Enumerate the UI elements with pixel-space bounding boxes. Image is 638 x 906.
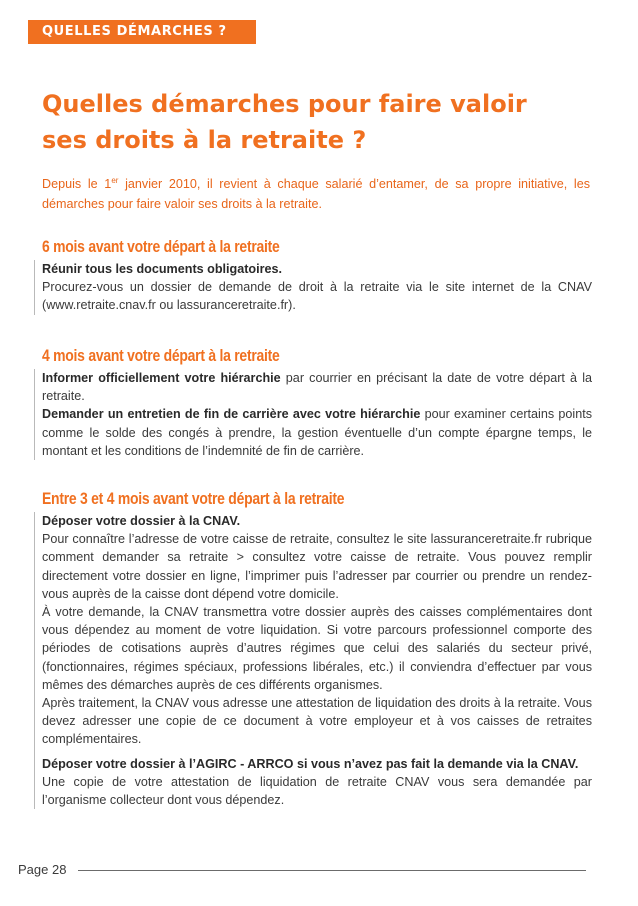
bold-heading: Demander un entretien de fin de carrière avec votre hiérarchie (42, 407, 421, 422)
intro-text-start: Depuis le 1 (42, 177, 112, 191)
section-6-months (34, 234, 592, 315)
section-title: Entre 3 et 4 mois avant votre départ à la retraite (42, 489, 345, 508)
page-number: Page 28 (18, 862, 67, 877)
paragraph-text: Pour connaître l’adresse de votre caisse de retraite, consultez le site lassuranceretraite.fr rubrique comment demander sa retraite > consultez votre caisse de retraite. Vous pouvez remplir directement votre dossier en ligne, l’imprimer puis l’adresser par courrier ou prendre un rendez-vous auprès de la caisse dont dépend votre domicile. (42, 532, 592, 601)
section-paragraph (42, 512, 592, 603)
section-tab: QUELLES DÉMARCHES ? (28, 20, 256, 44)
paragraph-text: par courrier en précisant la date de votre départ à la retraite. (42, 371, 592, 404)
intro-superscript: er (111, 175, 119, 185)
bold-heading: Informer officiellement votre hiérarchie (42, 371, 281, 385)
footer-rule (78, 870, 586, 871)
section-paragraph: Après traitement, la CNAV vous adresse une attestation de liquidation des droits à la retraite. Vous devez adresser une copie de ce document à votre employeur et à vos caisses de retraites complémentaires. (42, 696, 592, 747)
page-title: Quelles démarches pour faire valoir ses droits à la retraite ? (42, 90, 527, 154)
section-4-months (34, 343, 592, 460)
section-paragraph (42, 369, 592, 405)
paragraph-text: Procurez-vous un dossier de demande de droit à la retraite via le site internet de la CNAV (www.retraite.cnav.fr ou lassuranceretraite.fr). (42, 280, 592, 313)
section-paragraph (42, 260, 592, 315)
paragraph-text: pour examiner certains points comme le solde des congés à prendre, la gestion éventuelle d’un compte épargne temps, le montant et les conditions de l’indemnité de fin de carrière. (42, 407, 592, 458)
paragraph-text: Une copie de votre attestation de liquidation de retraite CNAV vous sera demandée par l’organisme collecteur dont vous dépendez. (42, 774, 592, 808)
bold-heading: Déposer votre dossier à l’AGIRC - ARRCO si vous n’avez pas fait la demande via la CNAV. (42, 756, 579, 771)
section-title: 6 mois avant votre départ à la retraite (42, 237, 280, 256)
intro-text-end: janvier 2010, il revient à chaque salarié d’entamer, de sa propre initiative, les démarches pour faire valoir ses droits à la retraite. (42, 177, 591, 211)
section-paragraph (42, 755, 592, 810)
section-3-4-months (34, 486, 592, 809)
section-title: 4 mois avant votre départ à la retraite (42, 346, 280, 365)
bold-heading: Déposer votre dossier à la CNAV. (42, 514, 241, 528)
section-paragraph: À votre demande, la CNAV transmettra votre dossier auprès des caisses complémentaires dont vous dépendez au moment de votre liquidation. Si votre parcours professionnel comporte des périodes de cotisations auprès d’autres régimes que celui des salariés du secteur privé, (fonctionnaires, régimes spéciaux, professions libérales, etc.) il conviendra d’effectuer par vous mêmes des démarches auprès de ces différents organismes. (42, 605, 592, 692)
intro-paragraph (42, 174, 590, 214)
bold-heading: Réunir tous les documents obligatoires. (42, 262, 283, 276)
section-paragraph (42, 405, 592, 460)
